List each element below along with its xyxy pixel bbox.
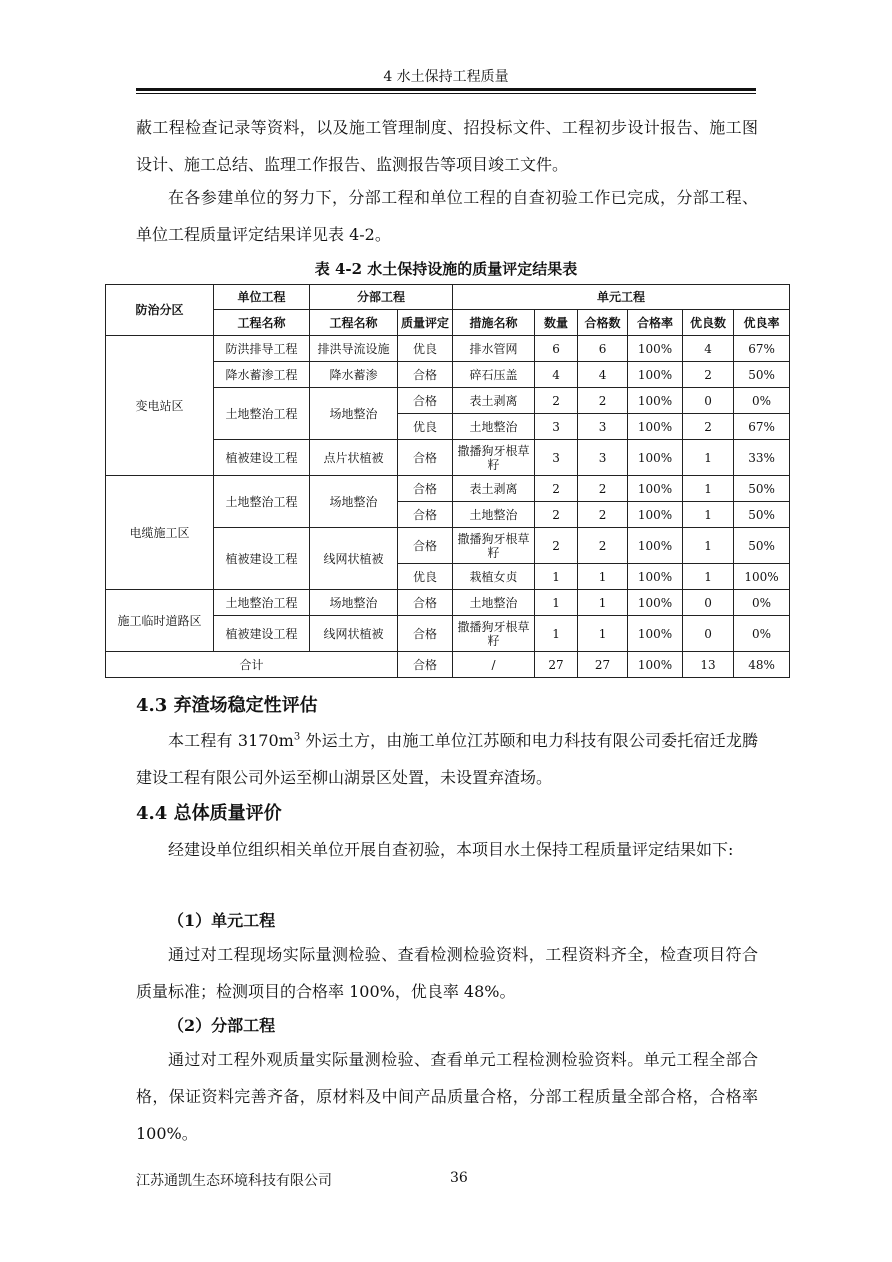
excellent-rate-cell: 67% xyxy=(734,414,790,440)
count-cell: 3 xyxy=(535,440,578,476)
paragraph-continued: 蔽工程检查记录等资料，以及施工管理制度、招投标文件、工程初步设计报告、施工图设计、施工总结、监理工作报告、监测报告等项目竣工文件。 xyxy=(136,118,758,174)
pass-count-cell: 1 xyxy=(578,564,628,590)
total-pass-count: 27 xyxy=(578,652,628,678)
quality-cell: 优良 xyxy=(398,336,453,362)
table-row xyxy=(106,336,790,362)
excellent-count-cell: 2 xyxy=(683,362,734,388)
footer-page-number: 36 xyxy=(450,1170,468,1186)
total-measure: / xyxy=(453,652,535,678)
header-rule-thin xyxy=(136,93,756,94)
excellent-count-cell: 0 xyxy=(683,616,734,652)
unit-cell: 植被建设工程 xyxy=(214,616,310,652)
pass-rate-cell: 100% xyxy=(628,528,683,564)
measure-cell: 表土剥离 xyxy=(453,388,535,414)
pass-count-cell: 3 xyxy=(578,440,628,476)
spoil-text-superscript: 3 xyxy=(293,731,301,743)
page-header-title: 4 水土保持工程质量 xyxy=(383,69,509,85)
count-cell: 2 xyxy=(535,528,578,564)
pass-rate-cell: 100% xyxy=(628,388,683,414)
count-cell: 3 xyxy=(535,414,578,440)
unit-cell: 土地整治工程 xyxy=(214,388,310,440)
excellent-rate-cell: 50% xyxy=(734,362,790,388)
pass-rate-cell: 100% xyxy=(628,476,683,502)
table-row xyxy=(106,476,790,502)
header-zone: 防治分区 xyxy=(106,285,214,336)
excellent-rate-cell: 50% xyxy=(734,476,790,502)
pass-rate-cell: 100% xyxy=(628,336,683,362)
excellent-rate-cell: 0% xyxy=(734,388,790,414)
pass-count-cell: 2 xyxy=(578,388,628,414)
quality-cell: 合格 xyxy=(398,388,453,414)
quality-cell: 合格 xyxy=(398,590,453,616)
header-count: 数量 xyxy=(535,310,578,336)
measure-cell: 土地整治 xyxy=(453,414,535,440)
measure-cell: 土地整治 xyxy=(453,502,535,528)
pass-count-cell: 2 xyxy=(578,502,628,528)
pass-rate-cell: 100% xyxy=(628,440,683,476)
excellent-count-cell: 1 xyxy=(683,476,734,502)
quality-cell: 合格 xyxy=(398,476,453,502)
pass-count-cell: 1 xyxy=(578,590,628,616)
pass-rate-cell: 100% xyxy=(628,502,683,528)
header-pass-count: 合格数 xyxy=(578,310,628,336)
pass-count-cell: 2 xyxy=(578,528,628,564)
footer-company: 江苏通凯生态环境科技有限公司 xyxy=(136,1173,332,1189)
quality-evaluation-table xyxy=(105,284,790,678)
header-project-name: 工程名称 xyxy=(214,310,310,336)
measure-cell: 碎石压盖 xyxy=(453,362,535,388)
quality-cell: 合格 xyxy=(398,528,453,564)
unit-cell: 植被建设工程 xyxy=(214,528,310,590)
zone-cell: 变电站区 xyxy=(106,336,214,476)
pass-count-cell: 1 xyxy=(578,616,628,652)
spoil-text-pre: 本工程有 3170m xyxy=(168,731,294,750)
quality-cell: 优良 xyxy=(398,564,453,590)
pass-rate-cell: 100% xyxy=(628,414,683,440)
header-element-project: 单元工程 xyxy=(453,285,790,310)
quality-cell: 合格 xyxy=(398,616,453,652)
count-cell: 2 xyxy=(535,388,578,414)
quality-cell: 合格 xyxy=(398,362,453,388)
count-cell: 2 xyxy=(535,502,578,528)
excellent-rate-cell: 67% xyxy=(734,336,790,362)
excellent-count-cell: 1 xyxy=(683,564,734,590)
subheading-sub-engineering: （2）分部工程 xyxy=(168,1016,276,1035)
measure-cell: 土地整治 xyxy=(453,590,535,616)
quality-cell: 合格 xyxy=(398,502,453,528)
paragraph-sub-engineering: 通过对工程外观质量实际量测检验、查看单元工程检测检验资料。单元工程全部合格，保证资料完善齐备，原材料及中间产品质量合格，分部工程质量全部合格，合格率 100%。 xyxy=(136,1050,758,1143)
unit-cell: 防洪排导工程 xyxy=(214,336,310,362)
total-pass-rate: 100% xyxy=(628,652,683,678)
unit-cell: 降水蓄渗工程 xyxy=(214,362,310,388)
excellent-rate-cell: 0% xyxy=(734,616,790,652)
measure-cell: 撒播狗牙根草籽 xyxy=(453,616,535,652)
paragraph-evaluation-intro: 在各参建单位的努力下，分部工程和单位工程的自查初验工作已完成，分部工程、单位工程质量评定结果详见表 4-2。 xyxy=(136,188,758,244)
sub-cell: 场地整治 xyxy=(310,388,398,440)
count-cell: 2 xyxy=(535,476,578,502)
measure-cell: 栽植女贞 xyxy=(453,564,535,590)
sub-cell: 场地整治 xyxy=(310,590,398,616)
sub-cell: 线网状植被 xyxy=(310,528,398,590)
header-excellent-rate: 优良率 xyxy=(734,310,790,336)
excellent-rate-cell: 50% xyxy=(734,528,790,564)
header-rule-thick xyxy=(136,88,756,91)
excellent-count-cell: 1 xyxy=(683,440,734,476)
sub-cell: 点片状植被 xyxy=(310,440,398,476)
count-cell: 6 xyxy=(535,336,578,362)
pass-rate-cell: 100% xyxy=(628,590,683,616)
excellent-count-cell: 0 xyxy=(683,388,734,414)
measure-cell: 撒播狗牙根草籽 xyxy=(453,528,535,564)
table-row xyxy=(106,590,790,616)
count-cell: 1 xyxy=(535,590,578,616)
total-count: 27 xyxy=(535,652,578,678)
sub-cell: 排洪导流设施 xyxy=(310,336,398,362)
section-heading-4-4: 4.4 总体质量评价 xyxy=(136,803,282,824)
pass-count-cell: 2 xyxy=(578,476,628,502)
excellent-count-cell: 1 xyxy=(683,528,734,564)
total-quality: 合格 xyxy=(398,652,453,678)
pass-rate-cell: 100% xyxy=(628,616,683,652)
pass-rate-cell: 100% xyxy=(628,362,683,388)
measure-cell: 排水管网 xyxy=(453,336,535,362)
header-pass-rate: 合格率 xyxy=(628,310,683,336)
measure-cell: 撒播狗牙根草籽 xyxy=(453,440,535,476)
excellent-rate-cell: 100% xyxy=(734,564,790,590)
zone-cell: 施工临时道路区 xyxy=(106,590,214,652)
unit-cell: 植被建设工程 xyxy=(214,440,310,476)
sub-cell: 降水蓄渗 xyxy=(310,362,398,388)
quality-cell: 合格 xyxy=(398,440,453,476)
unit-cell: 土地整治工程 xyxy=(214,476,310,528)
count-cell: 1 xyxy=(535,616,578,652)
header-sub-name: 工程名称 xyxy=(310,310,398,336)
excellent-rate-cell: 0% xyxy=(734,590,790,616)
zone-cell: 电缆施工区 xyxy=(106,476,214,590)
paragraph-spoil-site xyxy=(136,722,758,796)
paragraph-overall-intro: 经建设单位组织相关单位开展自查初验，本项目水土保持工程质量评定结果如下: xyxy=(168,840,734,859)
header-measure: 措施名称 xyxy=(453,310,535,336)
total-label: 合计 xyxy=(106,652,398,678)
header-excellent-count: 优良数 xyxy=(683,310,734,336)
subheading-unit-engineering: （1）单元工程 xyxy=(168,911,276,930)
excellent-count-cell: 1 xyxy=(683,502,734,528)
unit-cell: 土地整治工程 xyxy=(214,590,310,616)
pass-count-cell: 3 xyxy=(578,414,628,440)
total-excellent-count: 13 xyxy=(683,652,734,678)
table-total-row xyxy=(106,652,790,678)
paragraph-unit-engineering: 通过对工程现场实际量测检验、查看检测检验资料，工程资料齐全，检查项目符合质量标准；检测项目的合格率 100%，优良率 48%。 xyxy=(136,945,758,1001)
excellent-count-cell: 2 xyxy=(683,414,734,440)
spoil-text-post: 外运土方，由施工单位江苏颐和电力科技有限公司委托宿迁龙腾建设工程有限公司外运至柳山湖景区处置，未设置弃渣场。 xyxy=(136,731,758,787)
table-caption: 表 4-2 水土保持设施的质量评定结果表 xyxy=(314,260,578,278)
measure-cell: 表土剥离 xyxy=(453,476,535,502)
pass-count-cell: 6 xyxy=(578,336,628,362)
excellent-rate-cell: 33% xyxy=(734,440,790,476)
total-excellent-rate: 48% xyxy=(734,652,790,678)
excellent-count-cell: 0 xyxy=(683,590,734,616)
header-unit-project: 单位工程 xyxy=(214,285,310,310)
excellent-rate-cell: 50% xyxy=(734,502,790,528)
excellent-count-cell: 4 xyxy=(683,336,734,362)
pass-rate-cell: 100% xyxy=(628,564,683,590)
count-cell: 1 xyxy=(535,564,578,590)
section-heading-4-3: 4.3 弃渣场稳定性评估 xyxy=(136,695,318,716)
quality-cell: 优良 xyxy=(398,414,453,440)
header-sub-project: 分部工程 xyxy=(310,285,453,310)
pass-count-cell: 4 xyxy=(578,362,628,388)
sub-cell: 场地整治 xyxy=(310,476,398,528)
count-cell: 4 xyxy=(535,362,578,388)
header-quality: 质量评定 xyxy=(398,310,453,336)
sub-cell: 线网状植被 xyxy=(310,616,398,652)
